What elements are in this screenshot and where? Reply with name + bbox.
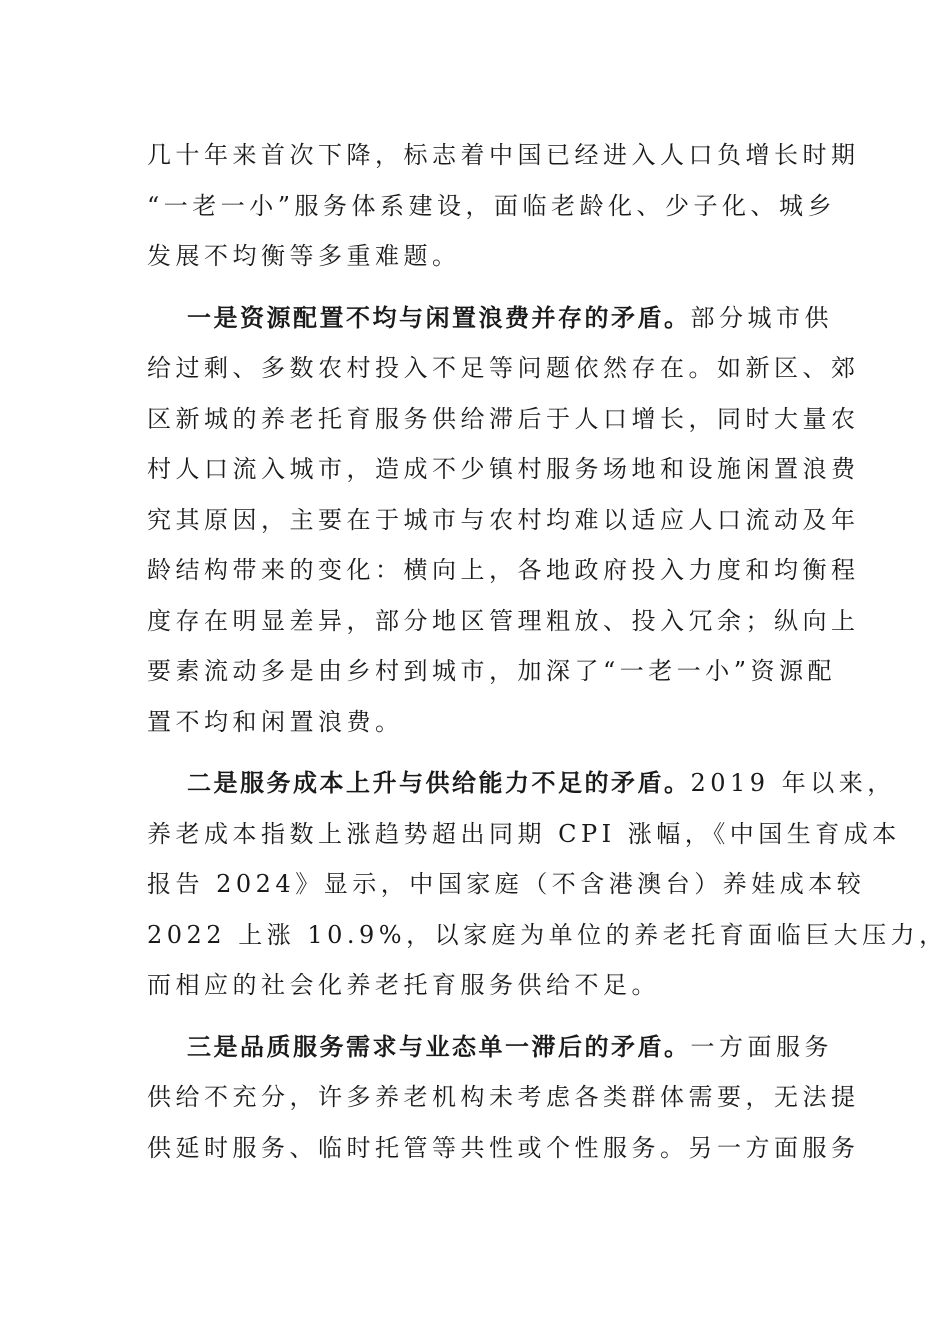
text-line: 给过剩、多数农村投入不足等问题依然存在。如新区、郊 xyxy=(147,354,860,382)
text-line: 究其原因，主要在于城市与农村均难以适应人口流动及年 xyxy=(147,505,860,534)
text-line: 供给不充分，许多养老机构未考虑各类群体需要，无法提 xyxy=(147,1083,860,1111)
paragraph-intro xyxy=(147,130,860,282)
text-run: 部分城市供 xyxy=(690,303,833,332)
text-line xyxy=(147,1022,833,1073)
paragraph-service-cost xyxy=(147,758,948,1011)
paragraph-service-quality xyxy=(147,1022,860,1174)
text-line: 置不均和闲置浪费。 xyxy=(147,707,404,736)
text-line xyxy=(147,758,896,809)
text-line: 村人口流入城市，造成不少镇村服务场地和设施闲置浪费 xyxy=(147,455,860,483)
paragraph-heading: 二是服务成本上升与供给能力不足的矛盾。 xyxy=(187,768,691,797)
paragraph-heading: 一是资源配置不均与闲置浪费并存的矛盾。 xyxy=(187,302,691,332)
text-line: 2022 上涨 10.9%，以家庭为单位的养老托育面临巨大压力， xyxy=(147,920,948,949)
text-line: 供延时服务、临时托管等共性或个性服务。另一方面服务 xyxy=(147,1133,860,1162)
document-body xyxy=(147,130,948,1184)
text-line: 区新城的养老托育服务供给滞后于人口增长，同时大量农 xyxy=(147,404,860,433)
text-run: 2019 年以来， xyxy=(690,769,896,797)
paragraph-heading: 三是品质服务需求与业态单一滞后的矛盾。 xyxy=(187,1031,691,1061)
text-line: 养老成本指数上涨趋势超出同期 CPI 涨幅，《中国生育成本 xyxy=(147,819,901,848)
text-line: 龄结构带来的变化：横向上，各地政府投入力度和均衡程 xyxy=(147,556,860,584)
text-line: 而相应的社会化养老托育服务供给不足。 xyxy=(147,971,660,999)
text-run: 一方面服务 xyxy=(690,1032,833,1061)
text-line: 几十年来首次下降，标志着中国已经进入人口负增长时期 xyxy=(147,141,860,169)
text-line: 度存在明显差异，部分地区管理粗放、投入冗余；纵向上 xyxy=(147,606,860,635)
text-line: 发展不均衡等多重难题。 xyxy=(147,242,461,270)
text-line: 报告 2024》显示，中国家庭（不含港澳台）养娃成本较 xyxy=(147,870,866,898)
text-line: 要素流动多是由乡村到城市，加深了“一老一小”资源配 xyxy=(147,657,837,685)
paragraph-resource-allocation xyxy=(147,293,860,748)
text-line: “一老一小”服务体系建设，面临老龄化、少子化、城乡 xyxy=(147,191,837,220)
text-line xyxy=(147,293,833,344)
